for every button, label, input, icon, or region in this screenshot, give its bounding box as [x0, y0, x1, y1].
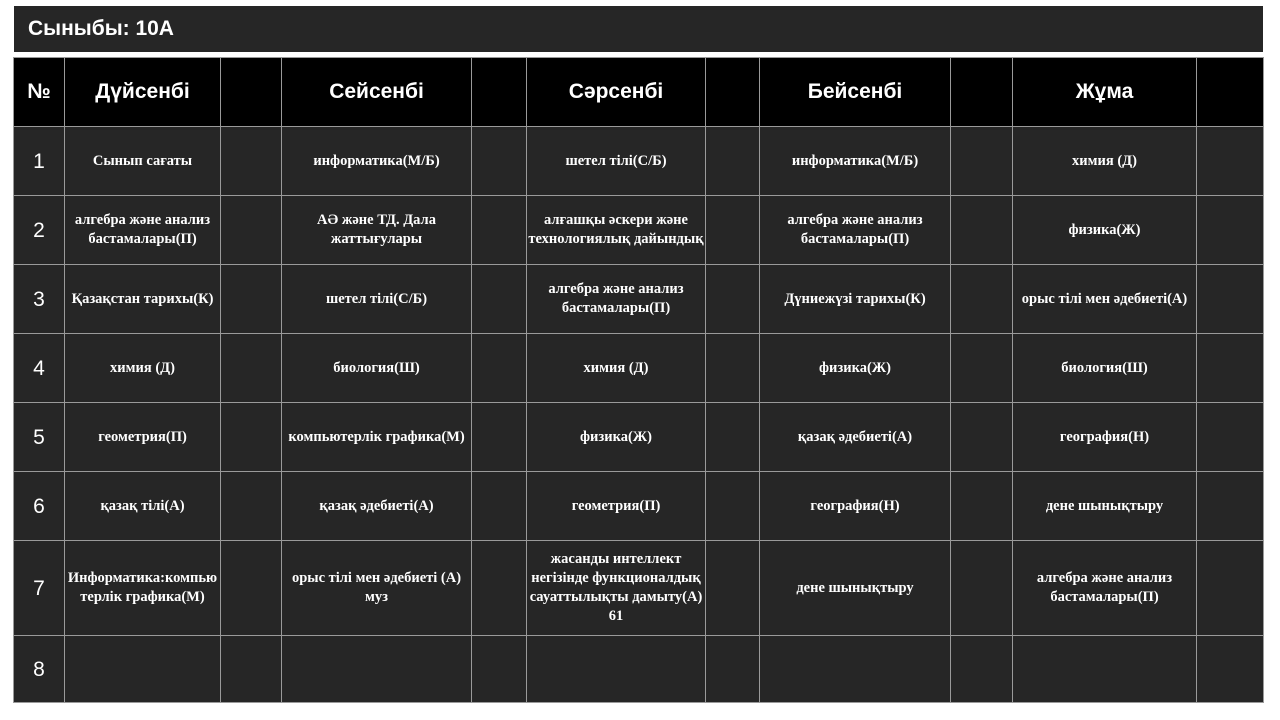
empty-cell: [951, 265, 1013, 334]
header-spacer: [1197, 58, 1264, 127]
empty-cell: [472, 127, 527, 196]
lesson-cell-monday: қазақ тілі(А): [65, 472, 221, 541]
empty-cell: [221, 127, 282, 196]
lesson-cell-friday: алгебра және анализ бастамалары(П): [1013, 541, 1197, 636]
header-monday: Дүйсенбі: [65, 58, 221, 127]
empty-cell: [951, 636, 1013, 703]
lesson-cell-wednesday: химия (Д): [527, 334, 706, 403]
lesson-cell-monday: геометрия(П): [65, 403, 221, 472]
lesson-cell-thursday: алгебра және анализ бастамалары(П): [760, 196, 951, 265]
lesson-cell-tuesday: биология(Ш): [282, 334, 472, 403]
lesson-cell-thursday: информатика(М/Б): [760, 127, 951, 196]
lesson-cell-friday: [1013, 636, 1197, 703]
empty-cell: [221, 196, 282, 265]
empty-cell: [706, 472, 760, 541]
empty-cell: [951, 403, 1013, 472]
header-row: [14, 58, 1264, 127]
table-row: [14, 472, 1264, 541]
lesson-cell-tuesday: АӘ және ТД. Дала жаттығулары: [282, 196, 472, 265]
header-wednesday: Сәрсенбі: [527, 58, 706, 127]
empty-cell: [221, 541, 282, 636]
empty-cell: [706, 636, 760, 703]
empty-cell: [472, 472, 527, 541]
lesson-cell-wednesday: алгебра және анализ бастамалары(П): [527, 265, 706, 334]
lesson-cell-tuesday: орыс тілі мен әдебиеті (А) муз: [282, 541, 472, 636]
empty-cell: [221, 334, 282, 403]
table-row: [14, 334, 1264, 403]
lesson-cell-thursday: география(Н): [760, 472, 951, 541]
empty-cell: [951, 472, 1013, 541]
table-row: [14, 127, 1264, 196]
lesson-cell-wednesday: физика(Ж): [527, 403, 706, 472]
lesson-cell-friday: физика(Ж): [1013, 196, 1197, 265]
lesson-number: 4: [14, 334, 65, 403]
lesson-cell-wednesday: [527, 636, 706, 703]
empty-cell: [1197, 472, 1264, 541]
empty-cell: [472, 636, 527, 703]
lesson-cell-friday: биология(Ш): [1013, 334, 1197, 403]
empty-cell: [1197, 334, 1264, 403]
lesson-cell-thursday: [760, 636, 951, 703]
empty-cell: [221, 265, 282, 334]
schedule-table: [13, 57, 1264, 703]
empty-cell: [1197, 403, 1264, 472]
lesson-number: 7: [14, 541, 65, 636]
empty-cell: [706, 541, 760, 636]
header-spacer: [472, 58, 527, 127]
lesson-cell-tuesday: информатика(М/Б): [282, 127, 472, 196]
lesson-number: 1: [14, 127, 65, 196]
lesson-cell-thursday: дене шынықтыру: [760, 541, 951, 636]
lesson-cell-tuesday: [282, 636, 472, 703]
header-number: №: [14, 58, 65, 127]
empty-cell: [221, 472, 282, 541]
empty-cell: [1197, 196, 1264, 265]
empty-cell: [706, 196, 760, 265]
lesson-cell-friday: география(Н): [1013, 403, 1197, 472]
empty-cell: [472, 403, 527, 472]
table-row: [14, 265, 1264, 334]
lesson-cell-thursday: Дүниежүзі тарихы(К): [760, 265, 951, 334]
lesson-number: 3: [14, 265, 65, 334]
lesson-cell-wednesday: геометрия(П): [527, 472, 706, 541]
empty-cell: [706, 265, 760, 334]
header-tuesday: Сейсенбі: [282, 58, 472, 127]
lesson-number: 6: [14, 472, 65, 541]
table-row: [14, 541, 1264, 636]
lesson-cell-friday: дене шынықтыру: [1013, 472, 1197, 541]
lesson-cell-monday: химия (Д): [65, 334, 221, 403]
empty-cell: [706, 127, 760, 196]
lesson-cell-wednesday: шетел тілі(С/Б): [527, 127, 706, 196]
lesson-cell-tuesday: шетел тілі(С/Б): [282, 265, 472, 334]
lesson-cell-monday: Информатика:компьютерлік графика(М): [65, 541, 221, 636]
table-row: [14, 636, 1264, 703]
lesson-number: 8: [14, 636, 65, 703]
lesson-cell-wednesday: алғашқы әскери және технологиялық дайындық: [527, 196, 706, 265]
empty-cell: [1197, 636, 1264, 703]
lesson-cell-thursday: қазақ әдебиеті(А): [760, 403, 951, 472]
empty-cell: [951, 334, 1013, 403]
empty-cell: [472, 265, 527, 334]
empty-cell: [221, 636, 282, 703]
table-row: [14, 403, 1264, 472]
lesson-cell-monday: Қазақстан тарихы(К): [65, 265, 221, 334]
empty-cell: [1197, 265, 1264, 334]
header-spacer: [706, 58, 760, 127]
lesson-cell-friday: орыс тілі мен әдебиеті(А): [1013, 265, 1197, 334]
empty-cell: [472, 541, 527, 636]
empty-cell: [1197, 541, 1264, 636]
header-thursday: Бейсенбі: [760, 58, 951, 127]
lesson-cell-monday: [65, 636, 221, 703]
empty-cell: [472, 196, 527, 265]
header-spacer: [221, 58, 282, 127]
lesson-cell-monday: алгебра және анализ бастамалары(П): [65, 196, 221, 265]
lesson-cell-monday: Сынып сағаты: [65, 127, 221, 196]
empty-cell: [1197, 127, 1264, 196]
empty-cell: [472, 334, 527, 403]
empty-cell: [951, 196, 1013, 265]
lesson-number: 2: [14, 196, 65, 265]
empty-cell: [951, 541, 1013, 636]
lesson-number: 5: [14, 403, 65, 472]
lesson-cell-friday: химия (Д): [1013, 127, 1197, 196]
empty-cell: [706, 334, 760, 403]
lesson-cell-tuesday: қазақ әдебиеті(А): [282, 472, 472, 541]
empty-cell: [706, 403, 760, 472]
class-title: Сыныбы: 10А: [14, 6, 1263, 52]
lesson-cell-tuesday: компьютерлік графика(М): [282, 403, 472, 472]
empty-cell: [951, 127, 1013, 196]
header-friday: Жұма: [1013, 58, 1197, 127]
header-spacer: [951, 58, 1013, 127]
empty-cell: [221, 403, 282, 472]
lesson-cell-wednesday: жасанды интеллект негізінде функционалдық сауаттылықты дамыту(А) 61: [527, 541, 706, 636]
lesson-cell-thursday: физика(Ж): [760, 334, 951, 403]
table-row: [14, 196, 1264, 265]
